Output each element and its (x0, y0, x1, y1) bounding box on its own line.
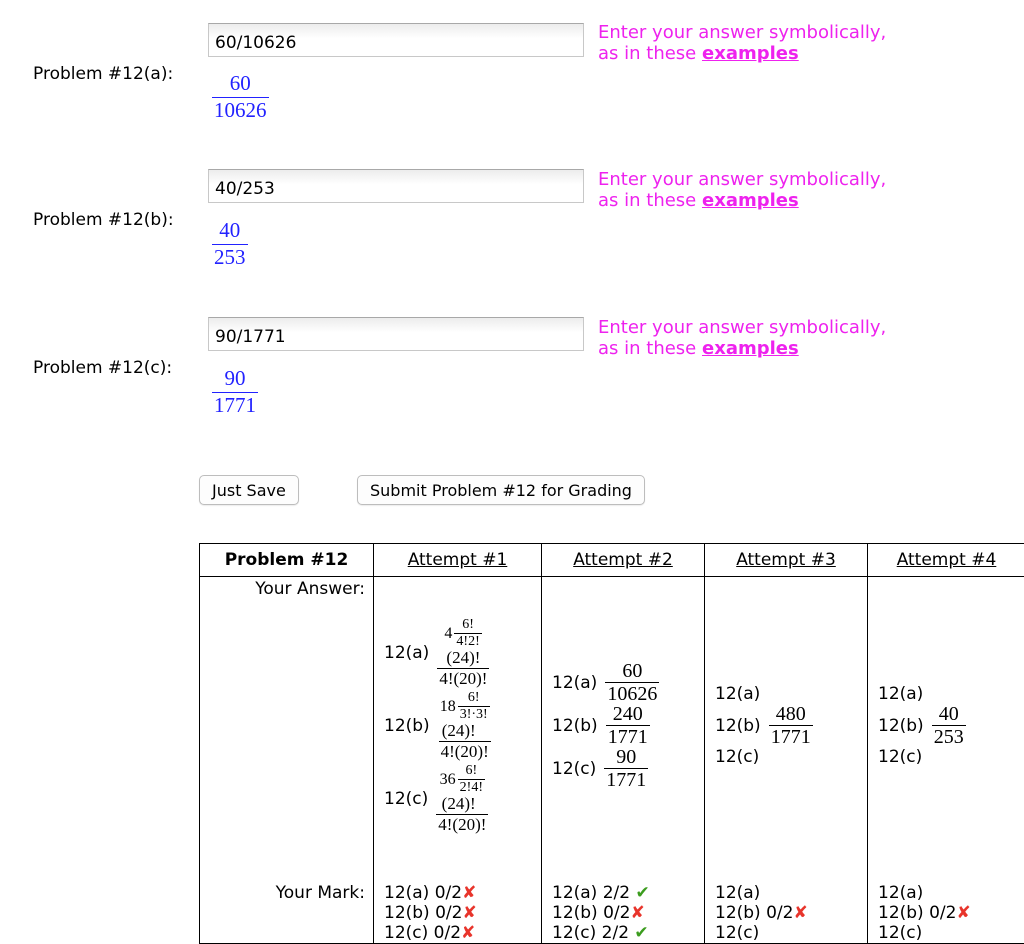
preview-denominator: 253 (212, 244, 248, 268)
examples-link[interactable]: examples (702, 338, 799, 359)
attempt-2-answer-b (552, 704, 704, 747)
mark-c: 12(c) 0/2✘ (384, 923, 541, 943)
attempt-3-answer-a (715, 684, 867, 704)
part-label: 12(a) (384, 643, 429, 663)
attempt-4-answer-b (878, 704, 1024, 747)
examples-link[interactable]: examples (702, 43, 799, 64)
preview-numerator: 90 (223, 368, 248, 392)
attempt-2-answer-c (552, 747, 704, 790)
check-icon: ✔ (635, 883, 649, 903)
part-label: 12(b) (552, 716, 598, 736)
mark-a: 12(a) 2/2 ✔ (552, 883, 704, 903)
attempt-2-answer-a (552, 661, 704, 704)
hint-line1: Enter your answer symbolically, (598, 22, 886, 43)
hint-prefix: as in these (598, 43, 696, 64)
part-label: 12(c) (715, 747, 759, 767)
mark-b: 12(b) 0/2✘ (384, 903, 541, 923)
submit-for-grading-button[interactable]: Submit Problem #12 for Grading (357, 475, 645, 505)
attempt-3-answer-b (715, 704, 867, 747)
problem-12b-hint (598, 169, 886, 211)
problem-12a-preview (212, 73, 269, 121)
table-header-attempt-2: Attempt #2 (542, 544, 705, 577)
part-label: 12(a) (878, 684, 923, 704)
part-label: 12(b) (878, 716, 924, 736)
part-label: 12(b) (715, 716, 761, 736)
answer-fraction: 36 6! 2!4! (24)! 4!(20)! (436, 764, 488, 833)
answer-fraction: 18 6! 3!·3! (24)! 4!(20)! (438, 691, 492, 760)
answer-fraction: 4 6! 4!2! (24)! 4!(20)! (437, 618, 489, 687)
cross-icon: ✘ (956, 903, 970, 923)
mark-a: 12(a) 0/2✘ (384, 883, 541, 903)
answer-fraction: 480 1771 (769, 704, 813, 747)
attempt-1-answer-b (384, 691, 541, 760)
cross-icon: ✘ (462, 883, 476, 903)
check-icon: ✔ (634, 923, 648, 943)
problem-12b-label: Problem #12(b): (33, 210, 174, 230)
just-save-button[interactable]: Just Save (199, 475, 299, 505)
attempt-2-answers (542, 577, 705, 875)
attempt-3-answer-c (715, 747, 867, 767)
part-label: 12(c) (384, 789, 428, 809)
mark-c: 12(c) 2/2 ✔ (552, 923, 704, 943)
problem-12c-preview (212, 368, 258, 416)
answer-fraction: 90 1771 (604, 747, 648, 790)
attempt-1-answers (374, 577, 542, 875)
mark-b: 12(b) 0/2✘ (715, 903, 867, 923)
answer-fraction: 40 253 (932, 704, 966, 747)
cross-icon: ✘ (461, 923, 475, 943)
hint-prefix: as in these (598, 338, 696, 359)
preview-denominator: 1771 (212, 392, 258, 416)
problem-12a-answer-input[interactable] (208, 23, 584, 57)
examples-link[interactable]: examples (702, 190, 799, 211)
part-label: 12(c) (878, 747, 922, 767)
mark-b: 12(b) 0/2✘ (878, 903, 1024, 923)
mark-b: 12(b) 0/2✘ (552, 903, 704, 923)
problem-12c-answer-input[interactable] (208, 317, 584, 351)
table-header-problem: Problem #12 (200, 544, 374, 577)
hint-line2 (598, 43, 886, 64)
attempt-4-answer-a (878, 684, 1024, 704)
mark-a: 12(a) (878, 883, 1024, 903)
problem-12c-label: Problem #12(c): (33, 358, 172, 378)
preview-numerator: 40 (217, 220, 242, 244)
attempt-1-answer-c (384, 764, 541, 833)
part-label: 12(b) (384, 716, 430, 736)
preview-numerator: 60 (228, 73, 253, 97)
attempts-table (199, 543, 1024, 944)
hint-line2 (598, 338, 886, 359)
table-header-attempt-3: Attempt #3 (705, 544, 868, 577)
attempt-3-marks (705, 875, 868, 944)
your-answer-label: Your Answer: (200, 577, 374, 875)
attempt-1-answer-a (384, 618, 541, 687)
preview-denominator: 10626 (212, 97, 269, 121)
part-label: 12(c) (552, 759, 596, 779)
problem-12b-answer-input[interactable] (208, 169, 584, 203)
problem-12b-preview (212, 220, 248, 268)
attempt-4-marks (868, 875, 1024, 944)
your-mark-label: Your Mark: (200, 875, 374, 944)
problem-12a-hint (598, 22, 886, 64)
attempt-1-marks (374, 875, 542, 944)
table-header-attempt-1: Attempt #1 (374, 544, 542, 577)
cross-icon: ✘ (793, 903, 807, 923)
part-label: 12(a) (552, 673, 597, 693)
mark-c: 12(c) (878, 923, 1024, 943)
mark-a: 12(a) (715, 883, 867, 903)
hint-line1: Enter your answer symbolically, (598, 169, 886, 190)
hint-line1: Enter your answer symbolically, (598, 317, 886, 338)
problem-12c-hint (598, 317, 886, 359)
attempt-2-marks (542, 875, 705, 944)
table-header-attempt-4: Attempt #4 (868, 544, 1024, 577)
answer-fraction: 60 10626 (605, 661, 659, 704)
hint-prefix: as in these (598, 190, 696, 211)
hint-line2 (598, 190, 886, 211)
cross-icon: ✘ (462, 903, 476, 923)
attempt-3-answers (705, 577, 868, 875)
answer-fraction: 240 1771 (606, 704, 650, 747)
problem-12a-label: Problem #12(a): (33, 64, 173, 84)
part-label: 12(a) (715, 684, 760, 704)
mark-c: 12(c) (715, 923, 867, 943)
cross-icon: ✘ (630, 903, 644, 923)
attempt-4-answers (868, 577, 1024, 875)
attempt-4-answer-c (878, 747, 1024, 767)
